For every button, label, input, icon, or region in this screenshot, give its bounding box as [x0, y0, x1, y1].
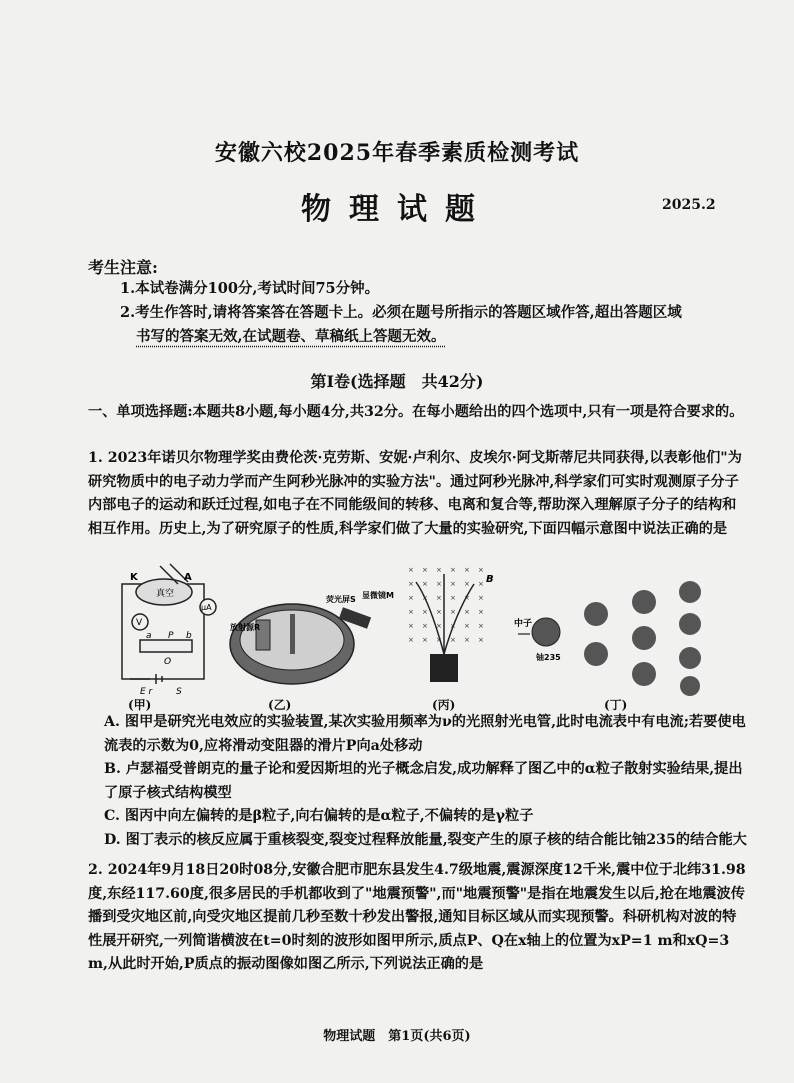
caption-jia: (甲)	[128, 698, 152, 712]
field-x-mark: ×	[450, 594, 456, 602]
field-x-mark: ×	[436, 622, 442, 630]
question-2-stem: 2. 2024年9月18日20时08分,安徽合肥市肥东县发生4.7级地震,震源深度12千米,震中位于北纬31.98度,东经117.60度,很多居民的手机都收到了"地震预警",而"地震预警"是指在地震发生以后,抢在地震波传播到受灾地区前,向受灾地区提前几秒至数十秒发出警报,通知目标区域从而实现预警。科研机构对波的特性展开研究,一列简谐横波在t=0时刻的波形如图甲所示,质点P、Q在x轴上的位置为xP=1 m和xQ=3 m,从此时开始,P质点的振动图像如图乙所示,下列说法正确的是	[88, 862, 746, 973]
label-vacuum: 真空	[156, 589, 175, 599]
field-x-mark: ×	[464, 622, 470, 630]
section-title: 第Ⅰ卷(选择题 共42分)	[310, 372, 484, 391]
field-x-mark: ×	[422, 608, 428, 616]
field-x-mark: ×	[408, 636, 414, 644]
field-x-mark: ×	[408, 608, 414, 616]
field-x-mark: ×	[478, 580, 484, 588]
field-x-mark: ×	[478, 622, 484, 630]
field-x-mark: ×	[422, 622, 428, 630]
field-x-mark: ×	[422, 636, 428, 644]
field-x-mark: ×	[408, 622, 414, 630]
exam-date: 2025.2	[662, 197, 716, 213]
field-x-mark: ×	[464, 580, 470, 588]
field-x-mark: ×	[450, 566, 456, 574]
option-a: A. 图甲是研究光电效应的实验装置,某次实验用频率为ν的光照射光电管,此时电流表中有电流;若要使电流表的示数为0,应将滑动变阻器的滑片P向a处移动	[104, 714, 746, 754]
field-x-mark: ×	[464, 636, 470, 644]
field-x-mark: ×	[422, 580, 428, 588]
label-source: 放射源R	[230, 623, 261, 632]
caption-bing: (丙)	[432, 698, 456, 712]
label-s: S	[176, 687, 182, 697]
caption-ding: (丁)	[604, 698, 628, 712]
question-1-options	[104, 711, 752, 853]
field-x-mark: ×	[436, 636, 442, 644]
notice-heading: 考生注意:	[88, 258, 158, 277]
label-neutron: 中子	[514, 619, 533, 629]
field-x-mark: ×	[478, 636, 484, 644]
notice-item-2-continued: 书写的答案无效,在试题卷、草稿纸上答题无效。	[136, 328, 446, 345]
field-x-mark: ×	[464, 566, 470, 574]
caption-yi: (乙)	[268, 698, 292, 712]
field-x-mark: ×	[408, 594, 414, 602]
label-p: P	[168, 631, 174, 641]
field-x-mark: ×	[422, 594, 428, 602]
figure-ding-fission	[518, 581, 701, 696]
field-x-mark: ×	[464, 594, 470, 602]
label-b-field: B	[486, 574, 494, 585]
label-screen: 荧光屏S	[326, 595, 356, 604]
field-x-mark: ×	[450, 636, 456, 644]
label-microammeter: μA	[201, 603, 212, 612]
field-x-mark: ×	[436, 594, 442, 602]
label-b-small: b	[186, 631, 192, 641]
field-x-mark: ×	[408, 580, 414, 588]
field-x-mark: ×	[422, 566, 428, 574]
notice-item-1: 1.本试卷满分100分,考试时间75分钟。	[120, 280, 380, 297]
notice-item-2: 2.考生作答时,请将答案答在答题卡上。必须在题号所指示的答题区域作答,超出答题区域	[120, 304, 682, 321]
label-o: O	[164, 657, 172, 667]
field-x-mark: ×	[478, 566, 484, 574]
subject-title: 物理试题	[301, 192, 493, 227]
figure-yi-apparatus	[230, 604, 371, 684]
field-x-mark: ×	[450, 580, 456, 588]
field-x-mark: ×	[436, 566, 442, 574]
field-x-mark: ×	[436, 580, 442, 588]
label-a-small: a	[146, 631, 152, 641]
question-1-stem: 1. 2023年诺贝尔物理学奖由费伦茨·克劳斯、安妮·卢利尔、皮埃尔·阿戈斯蒂尼共同获得,以表彰他们"为研究物质中的电子动力学而产生阿秒光脉冲的实验方法"。通过阿秒光脉冲,科学家们可实时观测原子分子内部电子的运动和跃迁过程,如电子在不同能级间的转移、电离和复合等,帮助深入理解原子分子的结构和相互作用。历史上,为了研究原子的性质,科学家们做了大量的实验研究,下面四幅示意图中说法正确的是	[88, 450, 742, 537]
label-microscope: 显微镜M	[362, 591, 394, 600]
field-x-mark: ×	[436, 608, 442, 616]
field-x-mark: ×	[478, 608, 484, 616]
field-x-mark: ×	[450, 622, 456, 630]
option-b: B. 卢瑟福受普朗克的量子论和爱因斯坦的光子概念启发,成功解释了图乙中的α粒子散射实验结果,提出了原子核式结构模型	[104, 761, 743, 801]
section-instructions: 一、单项选择题:本题共8小题,每小题4分,共32分。在每小题给出的四个选项中,只有一项是符合要求的。	[88, 404, 744, 420]
label-e-r: E r	[140, 687, 153, 697]
label-k: K	[130, 572, 138, 583]
question-1-figures	[100, 562, 740, 702]
field-x-mark: ×	[478, 594, 484, 602]
exam-title: 安徽六校2025年春季素质检测考试	[214, 140, 580, 166]
page-footer: 物理试题 第1页(共6页)	[323, 1029, 471, 1044]
label-u235: 铀235	[536, 653, 561, 662]
field-x-mark: ×	[408, 566, 414, 574]
label-a: A	[184, 572, 192, 583]
figure-bing-field	[408, 566, 484, 682]
option-d: D. 图丁表示的核反应属于重核裂变,裂变过程释放能量,裂变产生的原子核的结合能比铀235的结合能大	[104, 831, 747, 848]
field-x-mark: ×	[450, 608, 456, 616]
option-c: C. 图丙中向左偏转的是β粒子,向右偏转的是α粒子,不偏转的是γ粒子	[104, 808, 534, 825]
field-x-mark: ×	[464, 608, 470, 616]
label-voltmeter: V	[136, 618, 143, 628]
